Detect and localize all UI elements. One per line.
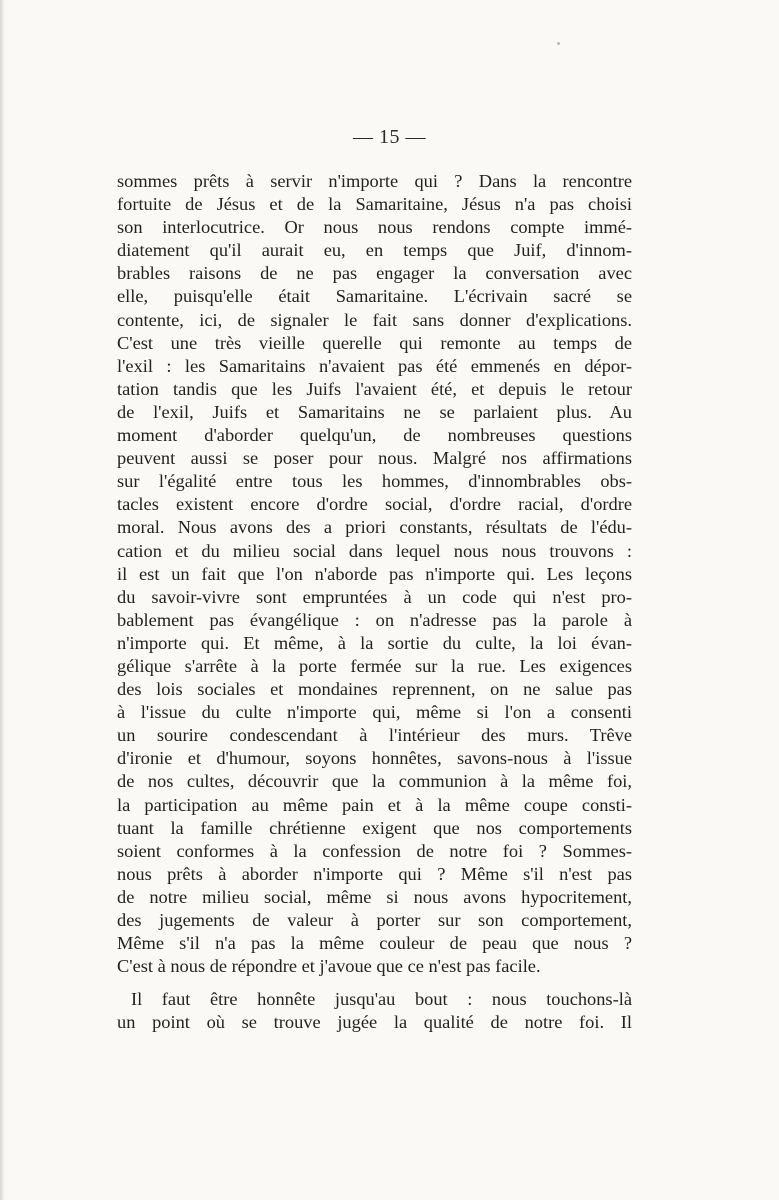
- page-number: — 15 —: [353, 126, 426, 148]
- text-line: il est un fait que l'on n'aborde pas n'importe qui. Les leçons: [117, 563, 632, 584]
- paragraph-gap: [117, 978, 632, 988]
- text-line: fortuite de Jésus et de la Samaritaine, Jésus n'a pas choisi: [117, 194, 632, 215]
- text-line: de nos cultes, découvrir que la communion à la même foi,: [117, 771, 632, 792]
- text-line: des jugements de valeur à porter sur son comportement,: [117, 910, 632, 930]
- text-line: sur l'égalité entre tous les hommes, d'innombrables obs-: [117, 471, 632, 492]
- text-line: un point où se trouve jugée la qualité de notre foi. Il: [117, 1012, 632, 1033]
- page-edge-shadow: [0, 0, 5, 1200]
- text-line: brables raisons de ne pas engager la conversation avec: [117, 263, 632, 284]
- text-line: moral. Nous avons des a priori constants, résultats de l'édu-: [117, 517, 632, 538]
- text-line: soient conformes à la confession de notre foi ? Sommes-: [117, 840, 632, 861]
- text-line: la participation au même pain et à la même coupe consti-: [117, 794, 632, 815]
- text-line: bablement pas évangélique : on n'adresse pas la parole à: [117, 609, 632, 630]
- text-line: contente, ici, de signaler le fait sans donner d'explications.: [117, 309, 632, 330]
- text-line: gélique s'arrête à la porte fermée sur la rue. Les exigences: [117, 655, 632, 676]
- text-line: peuvent aussi se poser pour nous. Malgré nos affirmations: [117, 448, 632, 469]
- text-line: Même s'il n'a pas la même couleur de peau que nous ?: [117, 933, 632, 954]
- text-line: du savoir-vivre sont empruntées à un code qui n'est pro-: [117, 586, 632, 607]
- paragraph: [117, 170, 632, 978]
- text-line: n'importe qui. Et même, à la sortie du culte, la loi évan-: [117, 632, 632, 653]
- text-line: C'est une très vieille querelle qui remonte au temps de: [117, 332, 632, 353]
- text-line: C'est à nous de répondre et j'avoue que ce n'est pas facile.: [117, 956, 541, 977]
- text-line: l'exil : les Samaritains n'avaient pas été emmenés en dépor-: [117, 355, 632, 376]
- text-line: de l'exil, Juifs et Samaritains ne se parlaient plus. Au: [117, 401, 632, 422]
- paragraph: [117, 988, 632, 1034]
- text-line: nous prêts à aborder n'importe qui ? Même s'il n'est pas: [117, 863, 632, 884]
- body-text: [117, 170, 632, 1034]
- text-line: Il faut être honnête jusqu'au bout : nous touchons-là: [131, 989, 632, 1010]
- text-line: tacles existent encore d'ordre social, d'ordre racial, d'ordre: [117, 494, 632, 515]
- text-line: des lois sociales et mondaines reprennent, on ne salue pas: [117, 679, 632, 700]
- text-line: elle, puisqu'elle était Samaritaine. L'écrivain sacré se: [117, 286, 632, 307]
- text-line: sommes prêts à servir n'importe qui ? Dans la rencontre: [117, 171, 632, 191]
- text-line: moment d'aborder quelqu'un, de nombreuses questions: [117, 425, 632, 446]
- text-line: tuant la famille chrétienne exigent que nos comportements: [117, 817, 632, 838]
- text-line: tation tandis que les Juifs l'avaient été, et depuis le retour: [117, 378, 632, 399]
- text-line: son interlocutrice. Or nous nous rendons compte immé-: [117, 217, 632, 238]
- text-line: à l'issue du culte n'importe qui, même si l'on a consenti: [117, 702, 632, 723]
- text-line: un sourire condescendant à l'intérieur des murs. Trêve: [117, 725, 632, 746]
- text-line: de notre milieu social, même si nous avons hypocritement,: [117, 886, 632, 907]
- text-line: diatement qu'il aurait eu, en temps que Juif, d'innom-: [117, 240, 632, 261]
- paper-speck: [557, 42, 560, 45]
- text-line: d'ironie et d'humour, soyons honnêtes, savons-nous à l'issue: [117, 748, 632, 769]
- text-line: cation et du milieu social dans lequel nous nous trouvons :: [117, 540, 632, 561]
